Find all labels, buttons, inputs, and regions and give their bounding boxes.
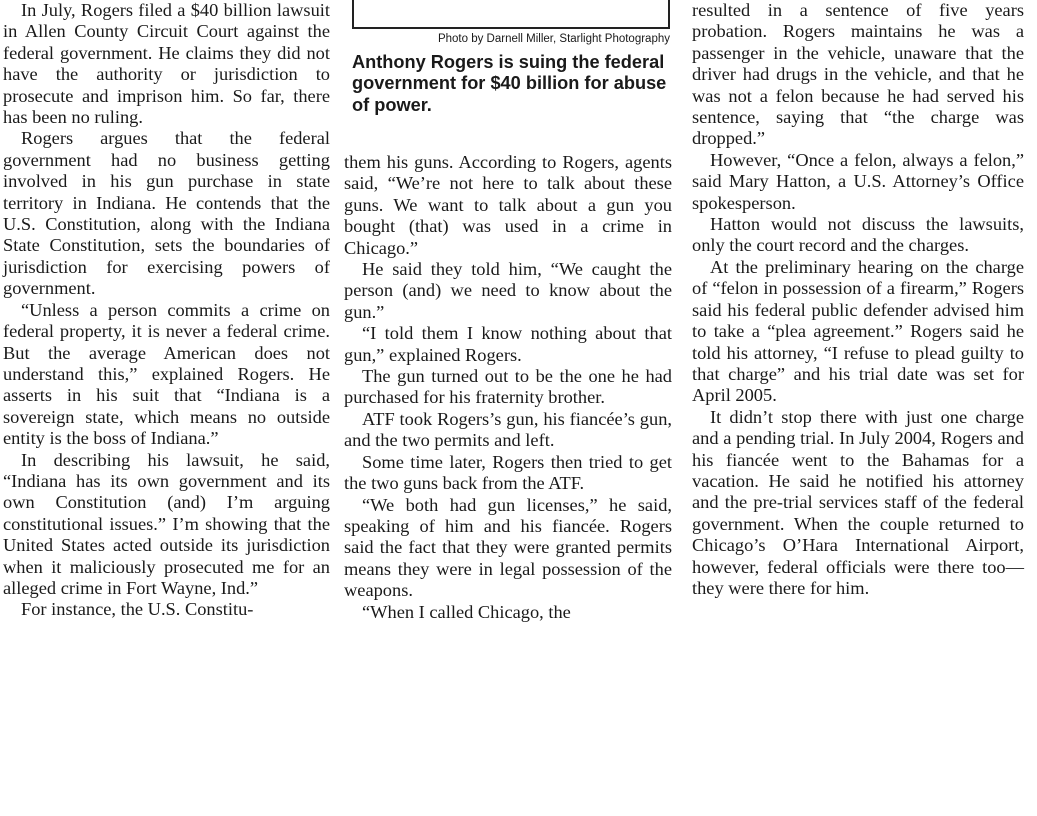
- paragraph: In July, Rogers filed a $40 billion lawsuit in Allen County Circuit Court against the federal government. He claims they did not have the authority or jurisdiction to prosecute and imprison him. So far, there has been no ruling.: [3, 0, 330, 128]
- photo-caption: Anthony Rogers is suing the federal government for $40 billion for abuse of power.: [352, 52, 667, 115]
- paragraph: Rogers argues that the federal government had no business getting involved in his gun purchase in state territory in Indiana. He contends that the U.S. Constitution, along with the Indiana State Constitution, sets the boundaries of jurisdiction for exercising powers of government.: [3, 128, 330, 299]
- paragraph: “Unless a person commits a crime on federal property, it is never a federal crime. But the average American does not understand this,” explained Rogers. He asserts in his suit that “Indiana is a sovereign state, which means no outside entity is the boss of Indiana.”: [3, 299, 330, 449]
- photo-credit: Photo by Darnell Miller, Starlight Photography: [437, 33, 670, 45]
- paragraph: “We both had gun licenses,” he said, speaking of him and his fiancée. Rogers said the fact that they were granted permits means they were in legal possession of the weapons.: [344, 494, 672, 601]
- paragraph: “I told them I know nothing about that gun,” explained Rogers.: [344, 323, 672, 365]
- paragraph: He said they told him, “We caught the person (and) we need to know about the gun.”: [344, 259, 672, 322]
- photo-frame: [352, 0, 670, 29]
- paragraph: In describing his lawsuit, he said, “Indiana has its own government and its own Constitution (and) I’m arguing constitutional issues.” I’m showing that the United States acted outside its jurisdiction when it maliciously prosecuted me for an alleged crime in Fort Wayne, Ind.”: [3, 449, 330, 598]
- paragraph: For instance, the U.S. Constitu-: [21, 599, 254, 620]
- paragraph: “When I called Chicago, the: [362, 601, 571, 622]
- paragraph: them his guns. According to Rogers, agents said, “We’re not here to talk about these guns. We want to talk about a gun you bought (that) was used in a crime in Chicago.”: [344, 152, 672, 258]
- paragraph: The gun turned out to be the one he had purchased for his fraternity brother.: [344, 366, 672, 408]
- article-column-1: [3, 0, 330, 621]
- paragraph: Hatton would not discuss the lawsuits, only the court record and the charges.: [692, 214, 1024, 256]
- paragraph: However, “Once a felon, always a felon,” said Mary Hatton, a U.S. Attorney’s Office spokesperson.: [692, 149, 1024, 213]
- paragraph: At the preliminary hearing on the charge of “felon in possession of a firearm,” Rogers said his federal public defender advised him to take a “plea agreement.” Rogers said he told his attorney, “I refuse to plead guilty to that charge” and his trial date was set for April 2005.: [692, 256, 1024, 406]
- paragraph: It didn’t stop there with just one charge and a pending trial. In July 2004, Rogers and his fiancée went to the Bahamas for a vacation. He said he notified his attorney and the pre-trial services staff of the federal government. When the couple returned to Chicago’s O’Hara International Airport, however, federal officials were there too—they were there for him.: [692, 406, 1024, 598]
- paragraph: resulted in a sentence of five years probation. Rogers maintains he was a passenger in the vehicle, unaware that the driver had drugs in the vehicle, and that he was not a felon because he had served his sentence, saying that “the charge was dropped.”: [692, 0, 1024, 149]
- paragraph: Some time later, Rogers then tried to get the two guns back from the ATF.: [344, 451, 672, 494]
- paragraph: ATF took Rogers’s gun, his fiancée’s gun, and the two permits and left.: [344, 408, 672, 451]
- article-column-3: [692, 0, 1024, 599]
